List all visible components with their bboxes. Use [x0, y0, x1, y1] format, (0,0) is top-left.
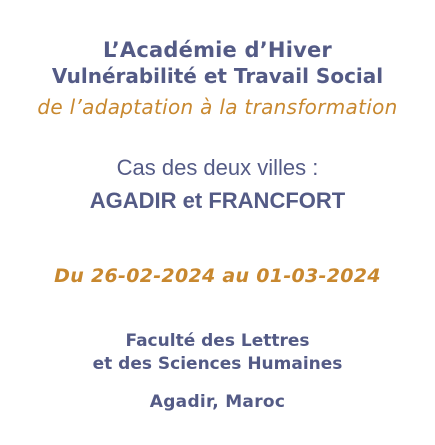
academy-title: L’Académie d’Hiver [103, 38, 332, 62]
event-dates: Du 26-02-2024 au 01-03-2024 [54, 265, 381, 287]
case-intro: Cas des deux villes : [116, 155, 319, 180]
event-location: Agadir, Maroc [149, 392, 286, 412]
institution-line-1: Faculté des Lettres [125, 331, 310, 351]
case-cities: AGADIR et FRANCFORT [89, 188, 346, 213]
academy-tagline: de l’adaptation à la transformation [37, 95, 398, 119]
academy-subtitle: Vulnérabilité et Travail Social [51, 64, 384, 88]
institution-line-2: et des Sciences Humaines [92, 354, 343, 374]
